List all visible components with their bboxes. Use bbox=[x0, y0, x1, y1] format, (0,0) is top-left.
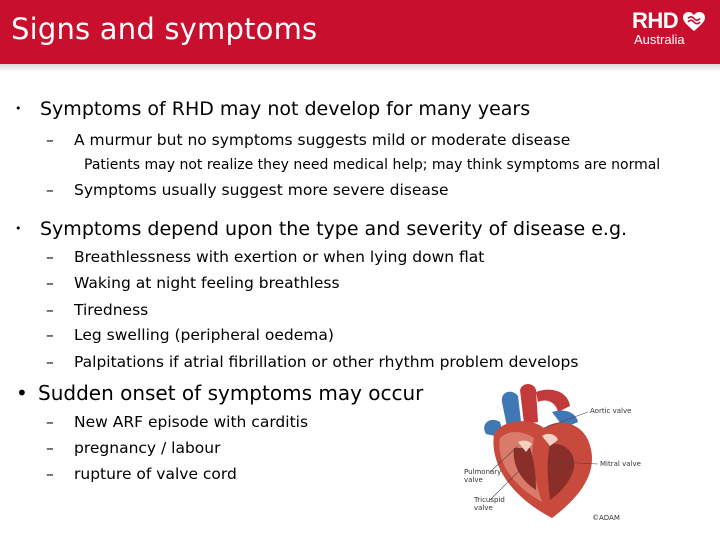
bullet-dash: – bbox=[46, 439, 54, 457]
bullet-line: Symptoms of RHD may not develop for many years bbox=[40, 98, 531, 120]
logo-subtext: Australia bbox=[634, 32, 685, 47]
sub-bullet-line: A murmur but no symptoms suggests mild or moderate disease bbox=[74, 131, 571, 149]
sub-bullet-line: Breathlessness with exertion or when lying down flat bbox=[74, 248, 485, 266]
sub-bullet-line: Symptoms usually suggest more severe disease bbox=[74, 181, 449, 199]
bullet-dash: – bbox=[46, 326, 54, 344]
title-bar-shadow bbox=[0, 64, 720, 72]
bullet-dash: – bbox=[46, 274, 54, 292]
sub-bullet-line: New ARF episode with carditis bbox=[74, 413, 309, 431]
bullet-dash: – bbox=[46, 301, 54, 319]
sub-bullet-line: Waking at night feeling breathless bbox=[74, 274, 340, 292]
bullet-dash: – bbox=[46, 353, 54, 371]
sub-bullet-line: Leg swelling (peripheral oedema) bbox=[74, 326, 334, 344]
aortic-valve-label: Aortic valve bbox=[590, 407, 632, 415]
bullet-dash: – bbox=[46, 465, 54, 483]
mitral-valve-label: Mitral valve bbox=[600, 460, 641, 468]
bullet-dot: • bbox=[15, 102, 22, 115]
sub-bullet-line: Palpitations if atrial fibrillation or other rhythm problem develops bbox=[74, 353, 579, 371]
heart-illustration bbox=[460, 382, 641, 526]
pulmonary-valve-label-2: valve bbox=[464, 476, 483, 484]
sub-sub-line: Patients may not realize they need medical help; may think symptoms are normal bbox=[84, 157, 661, 173]
slide-title: Signs and symptoms bbox=[11, 12, 318, 46]
logo-brand-text: RHD bbox=[632, 8, 679, 33]
bullet-dash: – bbox=[46, 181, 54, 199]
rhd-australia-logo bbox=[630, 8, 710, 52]
bullet-dash: – bbox=[46, 248, 54, 266]
sub-bullet-line: Tiredness bbox=[74, 301, 149, 319]
heart-icon bbox=[682, 10, 706, 34]
bullet-line: Symptoms depend upon the type and severity of disease e.g. bbox=[40, 218, 628, 240]
bullet-dot: • bbox=[15, 222, 22, 235]
bullet-dash: – bbox=[46, 131, 54, 149]
image-credit: ©ADAM bbox=[592, 514, 620, 522]
bullet-line: Sudden onset of symptoms may occur bbox=[38, 381, 424, 405]
tricuspid-valve-label-2: valve bbox=[474, 504, 493, 512]
sub-bullet-line: rupture of valve cord bbox=[74, 465, 237, 483]
sub-bullet-line: pregnancy / labour bbox=[74, 439, 221, 457]
bullet-dot: • bbox=[16, 381, 28, 405]
bullet-dash: – bbox=[46, 413, 54, 431]
tricuspid-valve-label: Tricuspid bbox=[474, 496, 505, 504]
pulmonary-valve-label: Pulmonary bbox=[464, 468, 502, 476]
